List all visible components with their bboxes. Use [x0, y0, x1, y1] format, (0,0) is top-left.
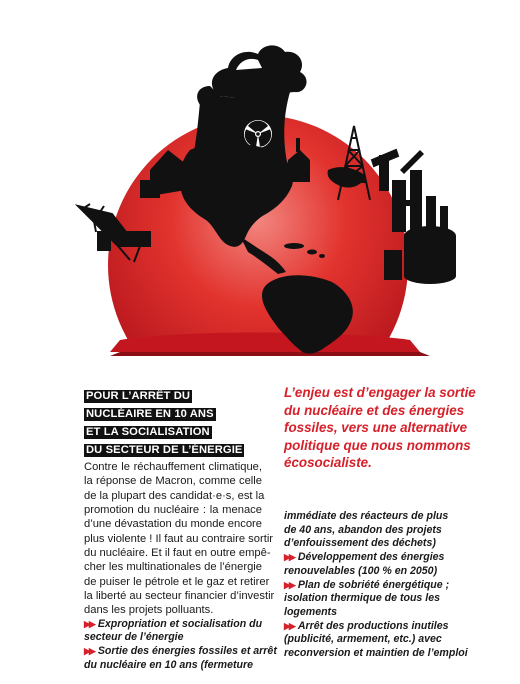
- double-arrow-icon: ▶▶: [284, 620, 294, 631]
- bullet-text: Développement des énergies: [297, 551, 445, 564]
- article-right-column: [284, 510, 496, 661]
- pull-quote: [284, 384, 496, 472]
- body-line: la réponse de Macron, comme celle: [84, 475, 262, 488]
- bullet-text: Sortie des énergies fossiles et arrêt: [97, 645, 277, 658]
- quote-line: écosocialiste.: [284, 455, 372, 471]
- quote-line: L’enjeu est d’engager la sortie: [284, 385, 476, 400]
- oil-refinery-icon: [384, 150, 456, 284]
- body-line: dans les projets polluants.: [84, 604, 214, 617]
- body-line: la liberté au secteur financier d’investir: [84, 590, 275, 603]
- body-line: promotion du nucléaire : la menace: [84, 504, 262, 517]
- bullet-text: renouvelables (100 % en 2050): [284, 564, 438, 577]
- body-line: d’une dévastation du monde encore: [84, 518, 262, 531]
- body-line: cher les multinationales de l’énergie: [84, 561, 262, 574]
- body-line: plus violente ! Il faut au contraire sortir: [84, 532, 274, 545]
- bullet-item: [284, 620, 496, 661]
- bullet-item: [84, 645, 277, 672]
- bullet-text: isolation thermique de tous les: [284, 592, 440, 605]
- bullet-text: logements: [284, 605, 337, 618]
- bullet-text: du nucléaire en 10 ans (fermeture: [84, 658, 253, 671]
- body-line: de la plupart des candidat·e·s, est la: [84, 489, 265, 502]
- double-arrow-icon: ▶▶: [84, 646, 94, 657]
- bullet-text: de 40 ans, abandon des projets: [284, 523, 442, 536]
- bullet-continuation: [284, 510, 496, 551]
- article-left-column: [84, 386, 277, 673]
- bullet-text: Plan de sobriété énergétique ;: [297, 578, 450, 591]
- bullet-text: (publicité, armement, etc.) avec: [284, 633, 442, 646]
- quote-line: fossiles, vers une alternative: [284, 420, 468, 436]
- double-arrow-icon: ▶▶: [284, 552, 294, 563]
- bullet-item: [284, 551, 496, 578]
- body-line: Contre le réchauffement climatique,: [84, 461, 262, 473]
- article-body: [84, 460, 275, 618]
- article-heading: [84, 386, 262, 458]
- quote-line: politique que nous nommons: [284, 437, 471, 453]
- bullet-text: Expropriation et socialisation du: [97, 617, 263, 630]
- heading-line: POUR L’ARRÊT DU: [86, 390, 191, 402]
- bullet-item: [84, 618, 262, 645]
- bullet-item: [284, 579, 496, 620]
- body-line: du nucléaire. Et il faut en outre empê-: [84, 547, 271, 560]
- heading-line: DU SECTEUR DE L’ÉNERGIE: [86, 444, 243, 456]
- bullet-text: d’enfouissement des déchets): [284, 537, 436, 550]
- bullet-text: immédiate des réacteurs de plus: [284, 510, 449, 522]
- quote-line: du nucléaire et des énergies: [284, 402, 465, 418]
- heading-line: NUCLÉAIRE EN 10 ANS: [86, 408, 214, 420]
- bullet-text: Arrêt des productions inutiles: [297, 619, 449, 632]
- bullet-text: secteur de l’énergie: [84, 631, 184, 644]
- heading-line: ET LA SOCIALISATION: [86, 426, 210, 438]
- bullet-text: reconversion et maintien de l’emploi: [284, 647, 468, 660]
- double-arrow-icon: ▶▶: [84, 618, 94, 629]
- double-arrow-icon: ▶▶: [284, 579, 294, 590]
- body-line: de puiser le pétrole et le gaz et retirer: [84, 575, 270, 588]
